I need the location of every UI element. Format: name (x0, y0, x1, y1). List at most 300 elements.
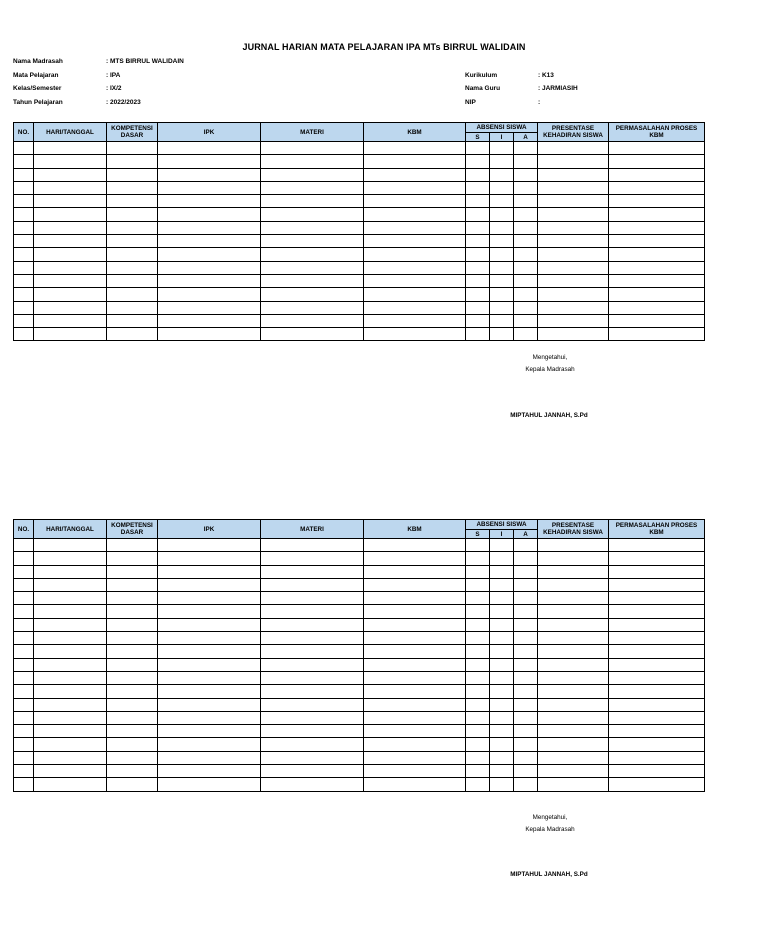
table-cell[interactable] (609, 181, 705, 194)
table-cell[interactable] (538, 181, 609, 194)
table-cell[interactable] (107, 685, 158, 698)
table-cell[interactable] (107, 751, 158, 764)
table-cell[interactable] (538, 195, 609, 208)
table-cell[interactable] (490, 738, 514, 751)
table-cell[interactable] (261, 698, 364, 711)
table-cell[interactable] (466, 658, 490, 671)
table-cell[interactable] (364, 592, 466, 605)
table-cell[interactable] (107, 632, 158, 645)
table-cell[interactable] (514, 645, 538, 658)
table-cell[interactable] (364, 632, 466, 645)
table-cell[interactable] (490, 155, 514, 168)
table-cell[interactable] (261, 288, 364, 301)
table-cell[interactable] (14, 751, 34, 764)
table-cell[interactable] (364, 261, 466, 274)
table-cell[interactable] (34, 328, 107, 341)
table-cell[interactable] (609, 698, 705, 711)
table-cell[interactable] (514, 658, 538, 671)
table-cell[interactable] (261, 142, 364, 155)
table-cell[interactable] (609, 235, 705, 248)
table-cell[interactable] (14, 738, 34, 751)
table-cell[interactable] (364, 168, 466, 181)
table-cell[interactable] (364, 751, 466, 764)
table-cell[interactable] (107, 658, 158, 671)
table-cell[interactable] (158, 539, 261, 552)
table-cell[interactable] (514, 698, 538, 711)
table-cell[interactable] (107, 168, 158, 181)
table-cell[interactable] (107, 711, 158, 724)
table-cell[interactable] (364, 552, 466, 565)
table-cell[interactable] (490, 645, 514, 658)
table-cell[interactable] (466, 288, 490, 301)
table-cell[interactable] (107, 328, 158, 341)
table-cell[interactable] (364, 698, 466, 711)
table-cell[interactable] (364, 195, 466, 208)
table-cell[interactable] (538, 328, 609, 341)
table-cell[interactable] (514, 301, 538, 314)
table-cell[interactable] (364, 658, 466, 671)
table-cell[interactable] (466, 765, 490, 778)
table-cell[interactable] (538, 618, 609, 631)
table-cell[interactable] (514, 208, 538, 221)
table-cell[interactable] (466, 328, 490, 341)
table-cell[interactable] (158, 632, 261, 645)
table-cell[interactable] (609, 261, 705, 274)
table-cell[interactable] (34, 618, 107, 631)
table-cell[interactable] (261, 155, 364, 168)
table-cell[interactable] (609, 592, 705, 605)
table-cell[interactable] (538, 208, 609, 221)
table-cell[interactable] (364, 645, 466, 658)
table-cell[interactable] (514, 565, 538, 578)
table-cell[interactable] (538, 725, 609, 738)
table-cell[interactable] (261, 685, 364, 698)
table-cell[interactable] (466, 645, 490, 658)
table-cell[interactable] (14, 328, 34, 341)
table-cell[interactable] (490, 248, 514, 261)
table-cell[interactable] (466, 261, 490, 274)
table-cell[interactable] (107, 578, 158, 591)
table-cell[interactable] (14, 181, 34, 194)
table-cell[interactable] (490, 168, 514, 181)
table-cell[interactable] (364, 328, 466, 341)
table-cell[interactable] (34, 738, 107, 751)
table-cell[interactable] (609, 195, 705, 208)
table-cell[interactable] (490, 578, 514, 591)
table-cell[interactable] (261, 221, 364, 234)
table-cell[interactable] (158, 155, 261, 168)
table-cell[interactable] (609, 765, 705, 778)
table-cell[interactable] (34, 632, 107, 645)
table-cell[interactable] (609, 658, 705, 671)
table-cell[interactable] (538, 671, 609, 684)
table-cell[interactable] (466, 142, 490, 155)
table-cell[interactable] (514, 274, 538, 287)
table-cell[interactable] (609, 539, 705, 552)
table-cell[interactable] (34, 235, 107, 248)
table-cell[interactable] (538, 658, 609, 671)
table-cell[interactable] (261, 578, 364, 591)
table-cell[interactable] (34, 765, 107, 778)
table-cell[interactable] (490, 765, 514, 778)
table-cell[interactable] (34, 181, 107, 194)
table-cell[interactable] (158, 751, 261, 764)
table-cell[interactable] (364, 725, 466, 738)
table-cell[interactable] (538, 539, 609, 552)
table-cell[interactable] (466, 578, 490, 591)
table-cell[interactable] (14, 578, 34, 591)
table-cell[interactable] (609, 301, 705, 314)
table-cell[interactable] (490, 552, 514, 565)
table-cell[interactable] (514, 671, 538, 684)
table-cell[interactable] (261, 765, 364, 778)
table-cell[interactable] (34, 142, 107, 155)
table-cell[interactable] (609, 142, 705, 155)
table-cell[interactable] (14, 645, 34, 658)
table-cell[interactable] (14, 261, 34, 274)
table-cell[interactable] (261, 725, 364, 738)
table-cell[interactable] (538, 738, 609, 751)
table-cell[interactable] (538, 168, 609, 181)
table-cell[interactable] (107, 645, 158, 658)
table-cell[interactable] (158, 671, 261, 684)
table-cell[interactable] (609, 552, 705, 565)
table-cell[interactable] (466, 632, 490, 645)
table-cell[interactable] (490, 208, 514, 221)
table-cell[interactable] (490, 751, 514, 764)
table-cell[interactable] (14, 725, 34, 738)
table-cell[interactable] (34, 751, 107, 764)
table-cell[interactable] (14, 235, 34, 248)
table-cell[interactable] (261, 711, 364, 724)
table-cell[interactable] (490, 328, 514, 341)
table-cell[interactable] (364, 711, 466, 724)
table-cell[interactable] (466, 314, 490, 327)
table-cell[interactable] (466, 181, 490, 194)
table-cell[interactable] (538, 605, 609, 618)
table-cell[interactable] (261, 314, 364, 327)
table-cell[interactable] (34, 274, 107, 287)
table-cell[interactable] (514, 751, 538, 764)
table-cell[interactable] (609, 565, 705, 578)
table-cell[interactable] (466, 248, 490, 261)
table-cell[interactable] (107, 671, 158, 684)
table-cell[interactable] (261, 605, 364, 618)
table-cell[interactable] (538, 592, 609, 605)
table-cell[interactable] (514, 248, 538, 261)
table-cell[interactable] (158, 195, 261, 208)
table-cell[interactable] (364, 181, 466, 194)
table-cell[interactable] (364, 539, 466, 552)
table-cell[interactable] (490, 142, 514, 155)
table-cell[interactable] (538, 155, 609, 168)
table-cell[interactable] (261, 778, 364, 791)
table-cell[interactable] (158, 685, 261, 698)
table-cell[interactable] (609, 288, 705, 301)
table-cell[interactable] (158, 738, 261, 751)
table-cell[interactable] (364, 221, 466, 234)
table-cell[interactable] (514, 221, 538, 234)
table-cell[interactable] (107, 738, 158, 751)
table-cell[interactable] (261, 552, 364, 565)
table-cell[interactable] (490, 698, 514, 711)
table-cell[interactable] (34, 578, 107, 591)
table-cell[interactable] (14, 155, 34, 168)
table-cell[interactable] (364, 605, 466, 618)
table-cell[interactable] (466, 671, 490, 684)
table-cell[interactable] (364, 155, 466, 168)
table-cell[interactable] (364, 738, 466, 751)
table-cell[interactable] (34, 539, 107, 552)
table-cell[interactable] (490, 605, 514, 618)
table-cell[interactable] (364, 778, 466, 791)
table-cell[interactable] (34, 658, 107, 671)
table-cell[interactable] (14, 314, 34, 327)
table-cell[interactable] (538, 565, 609, 578)
table-cell[interactable] (538, 301, 609, 314)
table-cell[interactable] (466, 618, 490, 631)
table-cell[interactable] (609, 605, 705, 618)
table-cell[interactable] (609, 738, 705, 751)
table-cell[interactable] (34, 698, 107, 711)
table-cell[interactable] (34, 155, 107, 168)
table-cell[interactable] (490, 314, 514, 327)
table-cell[interactable] (514, 765, 538, 778)
table-cell[interactable] (466, 539, 490, 552)
table-cell[interactable] (364, 314, 466, 327)
table-cell[interactable] (514, 738, 538, 751)
table-cell[interactable] (490, 288, 514, 301)
table-cell[interactable] (490, 301, 514, 314)
table-cell[interactable] (107, 301, 158, 314)
table-cell[interactable] (107, 565, 158, 578)
table-cell[interactable] (364, 274, 466, 287)
table-cell[interactable] (538, 142, 609, 155)
table-cell[interactable] (158, 778, 261, 791)
table-cell[interactable] (14, 671, 34, 684)
table-cell[interactable] (538, 578, 609, 591)
table-cell[interactable] (261, 208, 364, 221)
table-cell[interactable] (34, 301, 107, 314)
table-cell[interactable] (34, 261, 107, 274)
table-cell[interactable] (107, 765, 158, 778)
table-cell[interactable] (490, 235, 514, 248)
table-cell[interactable] (107, 221, 158, 234)
table-cell[interactable] (158, 208, 261, 221)
table-cell[interactable] (14, 765, 34, 778)
table-cell[interactable] (261, 592, 364, 605)
table-cell[interactable] (158, 552, 261, 565)
table-cell[interactable] (490, 685, 514, 698)
table-cell[interactable] (364, 565, 466, 578)
table-cell[interactable] (34, 592, 107, 605)
table-cell[interactable] (609, 751, 705, 764)
table-cell[interactable] (107, 592, 158, 605)
table-cell[interactable] (158, 261, 261, 274)
table-cell[interactable] (107, 698, 158, 711)
table-cell[interactable] (466, 685, 490, 698)
table-cell[interactable] (14, 539, 34, 552)
table-cell[interactable] (538, 711, 609, 724)
table-cell[interactable] (490, 725, 514, 738)
table-cell[interactable] (466, 565, 490, 578)
table-cell[interactable] (158, 142, 261, 155)
table-cell[interactable] (34, 552, 107, 565)
table-cell[interactable] (609, 685, 705, 698)
table-cell[interactable] (158, 592, 261, 605)
table-cell[interactable] (158, 301, 261, 314)
table-cell[interactable] (514, 235, 538, 248)
table-cell[interactable] (34, 195, 107, 208)
table-cell[interactable] (14, 618, 34, 631)
table-cell[interactable] (466, 738, 490, 751)
table-cell[interactable] (158, 235, 261, 248)
table-cell[interactable] (364, 685, 466, 698)
table-cell[interactable] (158, 645, 261, 658)
table-cell[interactable] (107, 235, 158, 248)
table-cell[interactable] (34, 565, 107, 578)
table-cell[interactable] (107, 248, 158, 261)
table-cell[interactable] (34, 221, 107, 234)
table-cell[interactable] (261, 645, 364, 658)
table-cell[interactable] (261, 632, 364, 645)
table-cell[interactable] (514, 142, 538, 155)
table-cell[interactable] (107, 552, 158, 565)
table-cell[interactable] (158, 711, 261, 724)
table-cell[interactable] (538, 221, 609, 234)
table-cell[interactable] (514, 618, 538, 631)
table-cell[interactable] (490, 592, 514, 605)
table-cell[interactable] (107, 208, 158, 221)
table-cell[interactable] (107, 288, 158, 301)
table-cell[interactable] (34, 711, 107, 724)
table-cell[interactable] (14, 605, 34, 618)
table-cell[interactable] (490, 221, 514, 234)
table-cell[interactable] (466, 208, 490, 221)
table-cell[interactable] (158, 328, 261, 341)
table-cell[interactable] (538, 751, 609, 764)
table-cell[interactable] (107, 539, 158, 552)
table-cell[interactable] (466, 168, 490, 181)
table-cell[interactable] (14, 592, 34, 605)
table-cell[interactable] (261, 618, 364, 631)
table-cell[interactable] (107, 778, 158, 791)
table-cell[interactable] (14, 552, 34, 565)
table-cell[interactable] (466, 751, 490, 764)
table-cell[interactable] (34, 248, 107, 261)
table-cell[interactable] (14, 301, 34, 314)
table-cell[interactable] (107, 155, 158, 168)
table-cell[interactable] (34, 725, 107, 738)
table-cell[interactable] (158, 658, 261, 671)
table-cell[interactable] (14, 221, 34, 234)
table-cell[interactable] (538, 698, 609, 711)
table-cell[interactable] (261, 195, 364, 208)
table-cell[interactable] (107, 725, 158, 738)
table-cell[interactable] (34, 685, 107, 698)
table-cell[interactable] (514, 328, 538, 341)
table-cell[interactable] (609, 274, 705, 287)
table-cell[interactable] (364, 288, 466, 301)
table-cell[interactable] (364, 208, 466, 221)
table-cell[interactable] (538, 274, 609, 287)
table-cell[interactable] (609, 618, 705, 631)
table-cell[interactable] (261, 328, 364, 341)
table-cell[interactable] (14, 685, 34, 698)
table-cell[interactable] (34, 645, 107, 658)
table-cell[interactable] (34, 671, 107, 684)
table-cell[interactable] (609, 328, 705, 341)
table-cell[interactable] (609, 671, 705, 684)
table-cell[interactable] (14, 658, 34, 671)
table-cell[interactable] (158, 314, 261, 327)
table-cell[interactable] (466, 274, 490, 287)
table-cell[interactable] (364, 301, 466, 314)
table-cell[interactable] (14, 288, 34, 301)
table-cell[interactable] (364, 142, 466, 155)
table-cell[interactable] (609, 208, 705, 221)
table-cell[interactable] (158, 248, 261, 261)
table-cell[interactable] (466, 725, 490, 738)
table-cell[interactable] (107, 142, 158, 155)
table-cell[interactable] (490, 632, 514, 645)
table-cell[interactable] (538, 261, 609, 274)
table-cell[interactable] (490, 778, 514, 791)
table-cell[interactable] (14, 142, 34, 155)
table-cell[interactable] (514, 578, 538, 591)
table-cell[interactable] (14, 274, 34, 287)
table-cell[interactable] (34, 314, 107, 327)
table-cell[interactable] (261, 658, 364, 671)
table-cell[interactable] (466, 592, 490, 605)
table-cell[interactable] (466, 301, 490, 314)
table-cell[interactable] (261, 565, 364, 578)
table-cell[interactable] (514, 195, 538, 208)
table-cell[interactable] (364, 578, 466, 591)
table-cell[interactable] (514, 592, 538, 605)
table-cell[interactable] (609, 155, 705, 168)
table-cell[interactable] (609, 711, 705, 724)
table-cell[interactable] (490, 671, 514, 684)
table-cell[interactable] (34, 778, 107, 791)
table-cell[interactable] (490, 539, 514, 552)
table-cell[interactable] (466, 698, 490, 711)
table-cell[interactable] (34, 288, 107, 301)
table-cell[interactable] (466, 605, 490, 618)
table-cell[interactable] (158, 618, 261, 631)
table-cell[interactable] (158, 605, 261, 618)
table-cell[interactable] (538, 765, 609, 778)
table-cell[interactable] (538, 778, 609, 791)
table-cell[interactable] (609, 578, 705, 591)
table-cell[interactable] (514, 168, 538, 181)
table-cell[interactable] (14, 698, 34, 711)
table-cell[interactable] (14, 248, 34, 261)
table-cell[interactable] (466, 221, 490, 234)
table-cell[interactable] (364, 618, 466, 631)
table-cell[interactable] (158, 698, 261, 711)
table-cell[interactable] (364, 235, 466, 248)
table-cell[interactable] (14, 565, 34, 578)
table-cell[interactable] (261, 261, 364, 274)
table-cell[interactable] (158, 274, 261, 287)
table-cell[interactable] (466, 552, 490, 565)
table-cell[interactable] (490, 711, 514, 724)
table-cell[interactable] (466, 155, 490, 168)
table-cell[interactable] (364, 671, 466, 684)
table-cell[interactable] (14, 168, 34, 181)
table-cell[interactable] (158, 221, 261, 234)
